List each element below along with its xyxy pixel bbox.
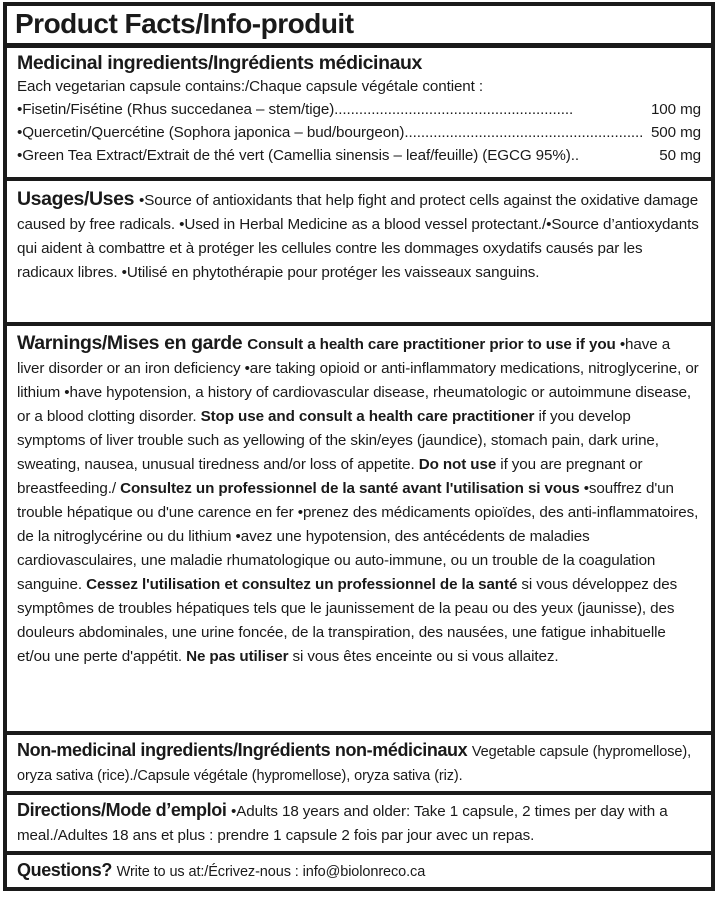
- warnings-text: if you are pregnant or breastfeeding./: [17, 456, 643, 497]
- ingredient-row: [17, 144, 701, 167]
- ingredient-row: [17, 121, 701, 144]
- medicinal-intro: Each vegetarian capsule contains:/Chaque capsule végétale contient :: [17, 78, 484, 95]
- nonmedicinal-text: Vegetable capsule (hypromellose), oryza sativa (rice)./Capsule végétale (hypromellose), oryza sativa (riz).: [17, 744, 692, 784]
- ingredient-name: •Quercetin/Quercétine (Sophora japonica – bud/bourgeon): [17, 124, 405, 141]
- medicinal-ingredients-section: [7, 48, 711, 181]
- warnings-donot-en: Do not use: [418, 456, 501, 473]
- ingredient-amount: 50 mg: [659, 147, 701, 164]
- product-facts-panel: [3, 2, 715, 891]
- warnings-text: •have a liver disorder or an iron deficiency •are taking opioid or anti-inflammatory medications, nitroglycerine, or lithium •have hypotension, a history of cardiovascular disease, rheumatologic or autoimmune disease, or a blood clotting disorder.: [17, 336, 699, 425]
- ingredient-amount: 500 mg: [650, 124, 701, 141]
- medicinal-heading: Medicinal ingredients/Ingrédients médicinaux: [17, 52, 422, 74]
- uses-section: [7, 181, 711, 326]
- directions-text: •Adults 18 years and older: Take 1 capsule, 2 times per day with a meal./Adultes 18 ans et plus : prendre 1 capsule 2 fois par jour avec un repas.: [17, 803, 668, 844]
- ingredient-name: •Fisetin/Fisétine (Rhus succedanea – stem/tige): [17, 101, 335, 118]
- directions-section: [7, 795, 711, 855]
- ingredient-row: [17, 98, 701, 121]
- uses-text: •Source of antioxidants that help fight and protect cells against the oxidative damage caused by free radicals. •Used in Herbal Medicine as a blood vessel protectant./•Source d’antioxydants qui aident à combattre et à protéger les cellules contre les dommages oxydatifs causés par les radicaux libres. •Utilisé en phytothérapie pour protéger les vaisseaux sanguins.: [17, 192, 699, 281]
- ingredient-leader: ..: [570, 147, 579, 164]
- questions-text: Write to us at:/Écrivez-nous : info@biolonreco.ca: [116, 864, 426, 880]
- questions-heading: Questions?: [17, 860, 117, 880]
- uses-heading: Usages/Uses: [17, 188, 140, 210]
- ingredient-amount: 100 mg: [650, 101, 701, 118]
- warnings-text: si vous êtes enceinte ou si vous allaitez.: [292, 648, 559, 665]
- panel-title: Product Facts/Info-produit: [7, 6, 711, 48]
- warnings-lead-en: Consult a health care practitioner prior to use if you: [247, 336, 620, 353]
- directions-heading: Directions/Mode d’emploi: [17, 800, 232, 820]
- warnings-text: if you develop symptoms of liver trouble such as yellowing of the skin/eyes (jaundice), stomach pain, dark urine, sweating, nausea, unusual tiredness and/or loss of appetite.: [17, 408, 659, 473]
- warnings-stop-fr: Cessez l'utilisation et consultez un professionnel de la santé: [86, 576, 522, 593]
- ingredient-leader: ..........................................................: [404, 124, 644, 141]
- questions-section: [7, 855, 711, 888]
- nonmedicinal-section: [7, 735, 711, 795]
- warnings-stop-en: Stop use and consult a health care practitioner: [200, 408, 539, 425]
- warnings-heading: Warnings/Mises en garde: [17, 332, 248, 354]
- ingredient-leader: ..........................................................: [334, 101, 574, 118]
- warnings-text: si vous développez des symptômes de troubles hépatiques tels que le jaunissement de la peau ou des yeux (jaunisse), des douleurs abdominales, une urine foncée, de la transpiration, des nausées, une fatigue inhabituelle et/ou une perte d'appétit.: [17, 576, 678, 665]
- warnings-section: [7, 326, 711, 735]
- warnings-text: •souffrez d'un trouble hépatique ou d'une carence en fer •prenez des médicaments opioïdes, des anti-inflammatoires, de la nitroglycérine ou du lithium •avez une hypotension, des antécédents de maladies cardiovasculaires, une maladie rhumatologique ou auto-immune, ou un trouble de la coagulation sanguine.: [17, 480, 699, 593]
- ingredient-name: •Green Tea Extract/Extrait de thé vert (Camellia sinensis – leaf/feuille) (EGCG 95%): [17, 147, 571, 164]
- warnings-donot-fr: Ne pas utiliser: [186, 648, 293, 665]
- warnings-lead-fr: Consultez un professionnel de la santé avant l'utilisation si vous: [120, 480, 584, 497]
- nonmedicinal-heading: Non-medicinal ingredients/Ingrédients non-médicinaux: [17, 740, 472, 760]
